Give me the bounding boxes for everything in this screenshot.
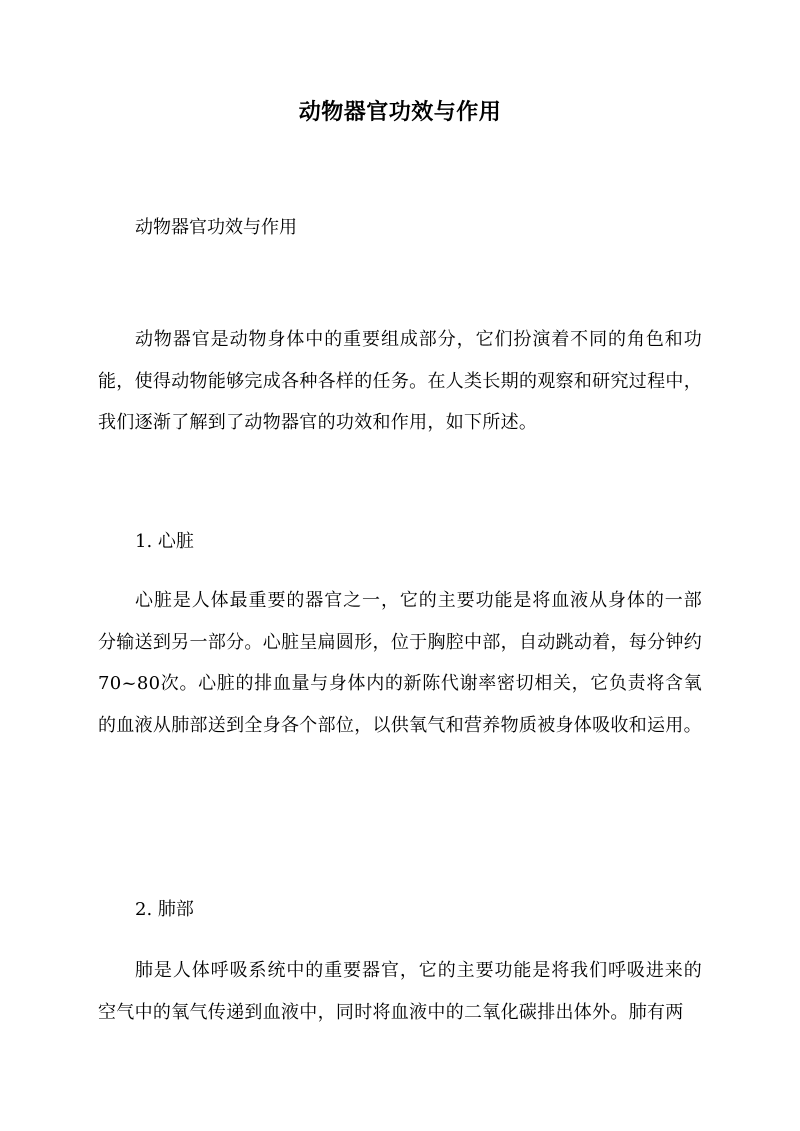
section-heading-heart: 1. 心脏: [135, 531, 194, 552]
document-subtitle: 动物器官功效与作用: [135, 217, 297, 238]
section-body-heart: 心脏是人体最重要的器官之一，它的主要功能是将血液从身体的一部分输送到另一部分。心脏呈扁圆形，位于胸腔中部，自动跳动着，每分钟约70~80次。心脏的排血量与身体内的新陈代谢率密切相关，它负责将含氧的血液从肺部送到全身各个部位，以供氧气和营养物质被身体吸收和运用。: [98, 590, 702, 736]
intro-paragraph: 动物器官是动物身体中的重要组成部分，它们扮演着不同的角色和功能，使得动物能够完成各种各样的任务。在人类长期的观察和研究过程中，我们逐渐了解到了动物器官的功效和作用，如下所述。: [98, 329, 702, 433]
document-title: 动物器官功效与作用: [298, 99, 502, 125]
section-heading-lung: 2. 肺部: [135, 899, 194, 920]
section-body-lung: 肺是人体呼吸系统中的重要器官，它的主要功能是将我们呼吸进来的空气中的氧气传递到血液中，同时将血液中的二氧化碳排出体外。肺有两: [98, 960, 702, 1023]
